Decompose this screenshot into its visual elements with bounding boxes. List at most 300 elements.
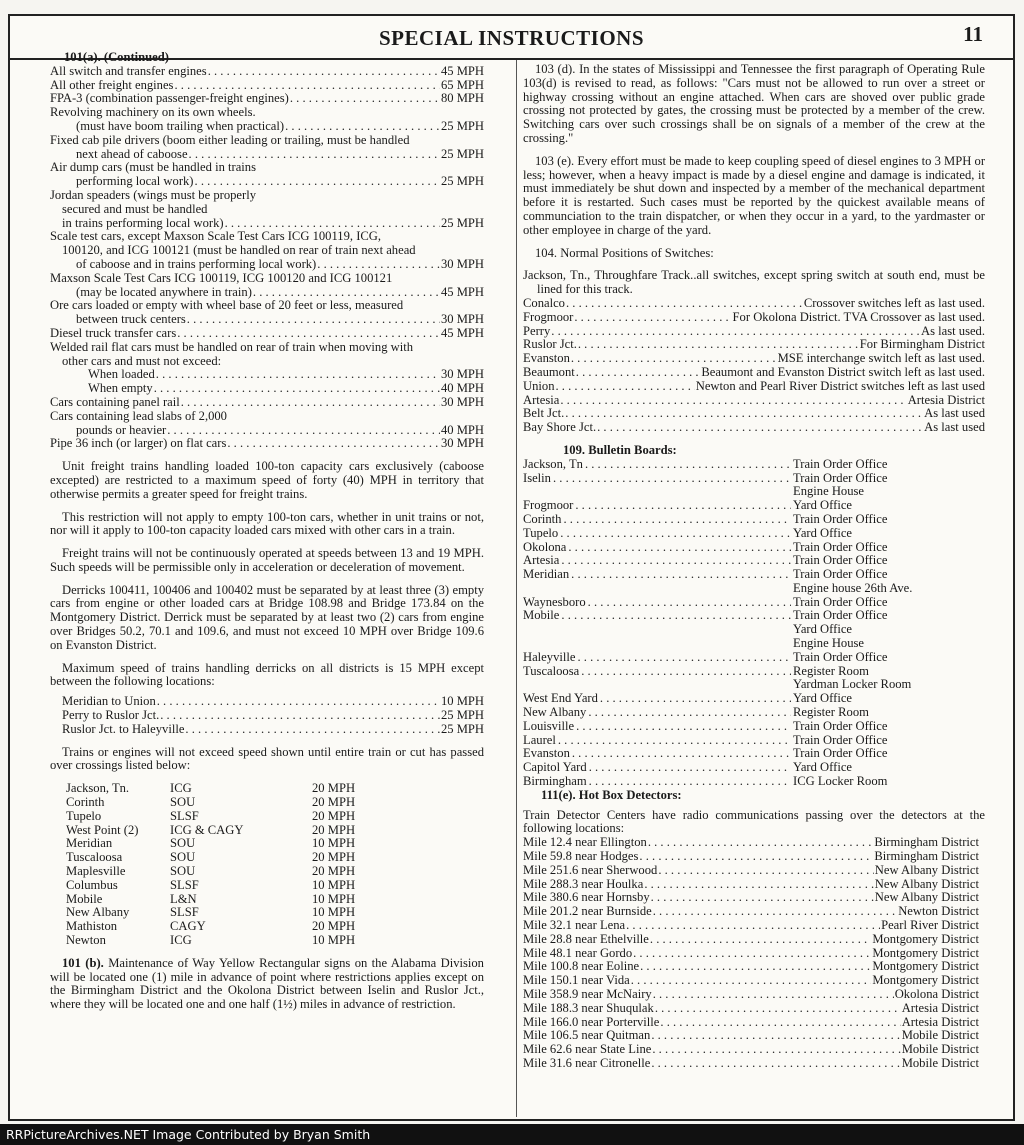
switch-row xyxy=(523,421,985,435)
speed-row-label: Maxson Scale Test Cars ICG 100119, ICG 100120 and ICG 100121 xyxy=(50,271,393,285)
speed-row xyxy=(50,134,484,148)
dot-leader xyxy=(290,92,440,106)
bulletin-location xyxy=(523,651,793,665)
switch-row-value: For Birmingham District xyxy=(859,338,985,352)
bulletin-board-place: Engine House xyxy=(793,484,864,499)
paragraph-103d xyxy=(523,63,985,146)
crossing-row xyxy=(66,782,392,796)
detector-row-value: Okolona District xyxy=(894,988,979,1001)
bulletin-location xyxy=(523,582,793,596)
detector-row-value: Pearl River District xyxy=(881,919,979,933)
dot-leader xyxy=(195,175,440,189)
bulletin-board-place: Train Order Office xyxy=(793,718,888,733)
speed-row-value: 65 MPH xyxy=(440,78,484,92)
dot-leader xyxy=(651,1057,900,1071)
switch-row xyxy=(523,311,985,325)
detector-row-label: Mile 100.8 near Eoline xyxy=(523,960,640,974)
bulletin-location xyxy=(523,499,793,513)
speed-row-value: 80 MPH xyxy=(440,92,484,106)
dot-leader xyxy=(633,947,871,961)
bulletin-location-label: Haleyville xyxy=(523,650,576,664)
dot-leader xyxy=(653,905,897,919)
bulletin-board-place: Train Order Office xyxy=(793,594,888,609)
detector-row-value: Montgomery District xyxy=(872,974,979,988)
detector-row-label: Mile 358.9 near McNairy xyxy=(523,988,652,1001)
speed-row-label: next ahead of caboose xyxy=(76,147,188,161)
page-number: 11 xyxy=(963,22,983,46)
switch-row-label: Union xyxy=(523,379,555,393)
crossing-location: Tuscaloosa xyxy=(66,850,123,865)
speed-row-value: 25 MPH xyxy=(440,147,484,161)
crossing-speed: 20 MPH xyxy=(312,864,356,879)
detector-row xyxy=(523,864,979,878)
speed-row xyxy=(50,161,484,175)
crossing-speed: 20 MPH xyxy=(312,822,356,837)
detector-row xyxy=(523,988,979,1002)
crossing-railroad: SOU xyxy=(170,795,196,810)
speed-row-value: 45 MPH xyxy=(440,326,484,340)
speed-row-label: Welded rail flat cars must be handled on rear of train when moving with xyxy=(50,340,414,354)
rule-111e-title: Hot Box Detectors: xyxy=(578,787,682,802)
bulletin-board-place: Yardman Locker Room xyxy=(793,677,912,692)
detector-row-value: New Albany District xyxy=(874,891,979,905)
detector-row-label: Mile 166.0 near Porterville xyxy=(523,1015,660,1029)
crossing-speed: 20 MPH xyxy=(312,781,356,796)
speed-row xyxy=(50,79,484,93)
dot-leader xyxy=(577,651,791,665)
dot-leader xyxy=(208,65,440,79)
dot-leader xyxy=(181,396,440,410)
derrick-row-value: 25 MPH xyxy=(440,722,484,736)
crossings-table xyxy=(66,782,392,948)
crossing-row xyxy=(66,837,392,851)
switch-row-value: As last used xyxy=(924,421,985,435)
detector-row xyxy=(523,1016,979,1030)
dot-leader xyxy=(167,424,440,438)
rule-104-heading xyxy=(523,247,985,261)
switch-row xyxy=(523,407,985,421)
detector-row xyxy=(523,947,979,961)
paragraph-unit-trains: Unit freight trains handling loaded 100-ton capacity cars exclusively (caboose excepted) are restricted to a maximum speed of forty (40) MPH in territory that otherwise permits a greater speed for freight trains. xyxy=(50,459,484,501)
crossing-row xyxy=(66,796,392,810)
bulletin-board-place: Train Order Office xyxy=(793,649,888,664)
crossing-speed: 20 MPH xyxy=(312,808,356,823)
bulletin-location xyxy=(523,541,793,555)
crossing-row xyxy=(66,934,392,948)
speed-row-value: 40 MPH xyxy=(440,382,484,396)
bulletin-location xyxy=(523,623,793,637)
speed-row-label: Air dump cars (must be handled in trains xyxy=(50,161,257,175)
bulletin-location xyxy=(523,485,793,499)
speed-row xyxy=(50,217,484,231)
bulletin-location xyxy=(523,568,793,582)
bulletin-location-label: West End Yard xyxy=(523,692,598,706)
speed-row-label: Cars containing lead slabs of 2,000 xyxy=(50,409,227,423)
speed-row-value: 30 MPH xyxy=(440,395,484,409)
derrick-speed-list xyxy=(50,695,484,736)
detector-row xyxy=(523,1043,979,1057)
dot-leader xyxy=(600,692,791,706)
speed-row xyxy=(50,424,484,438)
bulletin-location xyxy=(523,665,793,679)
speed-row-label: in trains performing local work) xyxy=(62,216,224,230)
detector-row xyxy=(523,960,979,974)
detector-row-value: New Albany District xyxy=(874,863,979,877)
detector-row-label: Mile 251.6 near Sherwood xyxy=(523,863,658,877)
dot-leader xyxy=(651,1029,900,1043)
dot-leader xyxy=(589,775,791,789)
dot-leader xyxy=(563,513,791,527)
dot-leader xyxy=(551,325,920,339)
bulletin-board-place: Train Order Office xyxy=(793,567,888,582)
dot-leader xyxy=(639,850,873,864)
bulletin-location-label: Louisville xyxy=(523,719,575,733)
bulletin-location-label: Birmingham xyxy=(523,775,587,789)
dot-leader xyxy=(631,974,872,988)
speed-row xyxy=(50,65,484,79)
detector-row-label: Mile 288.3 near Houlka xyxy=(523,877,644,891)
dot-leader xyxy=(653,988,894,1002)
speed-row xyxy=(50,327,484,341)
bulletin-location-label: Okolona xyxy=(523,540,567,554)
detector-row-value: New Albany District xyxy=(874,877,979,891)
speed-row-label: other cars and must not exceed: xyxy=(62,354,222,368)
dot-leader xyxy=(588,706,791,720)
switch-row-value: As last used. xyxy=(920,324,985,338)
dot-leader xyxy=(585,458,791,472)
speed-row xyxy=(50,203,484,217)
switch-row-value: Artesia District xyxy=(907,393,985,407)
speed-row-label: between truck centers xyxy=(76,313,186,327)
rule-109-title: Bulletin Boards: xyxy=(588,442,677,457)
detector-row-label: Mile 150.1 near Vida xyxy=(523,974,630,988)
crossing-railroad: CAGY xyxy=(170,919,206,934)
detector-row-label: Mile 188.3 near Shuqulak xyxy=(523,1001,654,1015)
detector-row xyxy=(523,974,979,988)
detector-row-label: Mile 48.1 near Gordo xyxy=(523,946,633,960)
dot-leader xyxy=(640,960,871,974)
detector-row xyxy=(523,1057,979,1071)
speed-row-value: 25 MPH xyxy=(440,119,484,133)
detector-row-label: Mile 201.2 near Burnside xyxy=(523,905,652,919)
dot-leader xyxy=(652,1043,900,1057)
dot-leader xyxy=(572,747,791,761)
speed-row-label: Diesel truck transfer cars xyxy=(50,326,177,340)
crossing-location: Jackson, Tn. xyxy=(66,781,130,796)
dot-leader xyxy=(160,709,440,723)
dot-leader xyxy=(553,472,791,486)
crossing-railroad: SLSF xyxy=(170,877,199,892)
bulletin-location xyxy=(523,747,793,761)
derrick-row-label: Meridian to Union xyxy=(62,695,156,709)
speed-row-label: Fixed cab pile drivers (boom either leading or trailing, must be handled xyxy=(50,133,410,147)
bulletin-board-place: Train Order Office xyxy=(793,608,888,623)
rule-111e-label: 111(e). xyxy=(541,787,576,802)
detector-row xyxy=(523,1029,979,1043)
crossing-location: Corinth xyxy=(66,795,105,810)
dot-leader xyxy=(575,499,791,513)
bulletin-location-label: Iselin xyxy=(523,471,551,485)
bulletin-location xyxy=(523,527,793,541)
detector-row-value: Artesia District xyxy=(901,1001,979,1015)
speed-row-label: When loaded xyxy=(88,368,155,382)
crossing-speed: 10 MPH xyxy=(312,877,356,892)
switch-row-label: Artesia xyxy=(523,393,560,407)
crossing-speed: 10 MPH xyxy=(312,905,356,920)
bulletin-boards-list xyxy=(523,458,985,789)
section-101a-heading: 101(a). (Continued) xyxy=(64,50,169,64)
speed-row-value: 30 MPH xyxy=(440,257,484,271)
speed-row xyxy=(50,286,484,300)
bulletin-location xyxy=(523,596,793,610)
detector-row-value: Artesia District xyxy=(901,1015,979,1029)
speed-row-label: (must have boom trailing when practical) xyxy=(76,119,285,133)
dot-leader xyxy=(253,286,440,300)
bulletin-location-label: Tupelo xyxy=(523,526,559,540)
bulletin-location-label: Evanston xyxy=(523,747,570,761)
bulletin-board-place: Register Room xyxy=(793,705,869,720)
dot-leader xyxy=(574,311,731,325)
switch-row-label: Ruslor Jct. xyxy=(523,338,577,352)
detector-row xyxy=(523,919,979,933)
dot-leader xyxy=(581,665,791,679)
detector-row-label: Mile 380.6 near Hornsby xyxy=(523,891,650,905)
speed-row-label: Jordan speaders (wings must be properly xyxy=(50,188,257,202)
paragraph-103e xyxy=(523,155,985,238)
dot-leader xyxy=(187,313,440,327)
switch-row-label: Bay Shore Jct. xyxy=(523,421,597,435)
crossing-location: Columbus xyxy=(66,877,118,892)
dot-leader xyxy=(555,380,694,394)
detector-row-value: Birmingham District xyxy=(874,850,979,864)
rule-101b-text: Maintenance of Way Yellow Rectangular signs on the Alabama Division will be located one (1) mile in advance of point where restrictions applies except on the Birmingham District and the Okolona District between Iselin and Ruslor Jct., where they will be located one and one half (1½) miles in advance of restriction. xyxy=(50,955,484,1012)
switch-row xyxy=(523,366,985,380)
bulletin-board-place: Yard Office xyxy=(793,691,852,706)
speed-row-label: All other freight engines xyxy=(50,78,174,92)
paragraph-101b xyxy=(50,957,484,1012)
bulletin-location xyxy=(523,678,793,692)
bulletin-board-place: Train Order Office xyxy=(793,746,888,761)
switch-row xyxy=(523,380,985,394)
crossing-railroad: ICG & CAGY xyxy=(170,822,244,837)
dot-leader xyxy=(157,695,440,709)
switch-row-label: Perry xyxy=(523,324,551,338)
speed-row-value: 30 MPH xyxy=(440,368,484,382)
dot-leader xyxy=(177,327,440,341)
bulletin-location-label: Corinth xyxy=(523,512,562,526)
dot-leader xyxy=(225,217,440,231)
bulletin-board-place: Train Order Office xyxy=(793,511,888,526)
bulletin-location-label: Tuscaloosa xyxy=(523,664,580,678)
speed-row xyxy=(50,355,484,369)
bulletin-board-place: Train Order Office xyxy=(793,553,888,568)
dot-leader xyxy=(174,79,439,93)
dot-leader xyxy=(560,527,791,541)
speed-row-label: of caboose and in trains performing local work) xyxy=(76,257,317,271)
crossing-row xyxy=(66,920,392,934)
bulletin-location-label: Meridian xyxy=(523,568,570,582)
switch-row-value: Crossover switches left as last used. xyxy=(803,296,985,310)
dot-leader xyxy=(576,366,701,380)
crossing-row xyxy=(66,879,392,893)
speed-row-value: 25 MPH xyxy=(440,175,484,189)
crossing-row xyxy=(66,906,392,920)
speed-row-label: (may be located anywhere in train) xyxy=(76,285,252,299)
paragraph-crossings: Trains or engines will not exceed speed shown until entire train or cut has passed over crossings listed below: xyxy=(50,744,484,773)
crossing-speed: 10 MPH xyxy=(312,933,356,948)
switch-row xyxy=(523,297,985,311)
rule-103e-text: Every effort must be made to keep coupling speed of diesel engines to 3 MPH or less; however, when a heavy impact is made by a diesel engine and damage is indicated, it must immediately be shut down and inspected by a member of the mechanical department before it is restarted. Such cases must be reported by the quickest available means of communciation to the train dispatcher, or when they occur in a yard, to the yardmaster or other employee in charge of the yard. xyxy=(523,153,986,237)
crossing-railroad: SLSF xyxy=(170,808,199,823)
detector-row-label: Mile 62.6 near State Line xyxy=(523,1043,652,1057)
bulletin-location xyxy=(523,458,793,472)
crossing-speed: 10 MPH xyxy=(312,891,356,906)
switch-positions-list xyxy=(523,297,985,435)
crossing-speed: 20 MPH xyxy=(312,919,356,934)
rule-109-label: 109. xyxy=(563,442,586,457)
speed-row xyxy=(50,299,484,313)
bulletin-location xyxy=(523,775,793,789)
bulletin-location-label: Waynesboro xyxy=(523,595,586,609)
dot-leader xyxy=(571,568,791,582)
speed-row-label: 100120, and ICG 100121 (must be handled on rear of train next ahead xyxy=(62,244,416,258)
detector-row-label: Mile 59.8 near Hodges xyxy=(523,850,639,864)
detector-row xyxy=(523,905,979,919)
bulletin-board-place: Yard Office xyxy=(793,760,852,775)
dot-leader xyxy=(576,720,791,734)
switch-row xyxy=(523,325,985,339)
right-column xyxy=(523,63,985,1071)
dot-leader xyxy=(561,609,791,623)
bulletin-location xyxy=(523,706,793,720)
detector-row-value: Newton District xyxy=(898,905,979,919)
paragraph-empty-cars: This restriction will not apply to empty 100-ton cars, whether in unit trains or not, nor will it apply to 100-ton capacity loaded cars mixed with other cars in a train. xyxy=(50,509,484,538)
detector-row-label: Mile 12.4 near Ellington xyxy=(523,836,647,850)
crossing-railroad: ICG xyxy=(170,781,192,796)
switch-row xyxy=(523,352,985,366)
bulletin-location xyxy=(523,513,793,527)
dot-leader xyxy=(658,864,873,878)
detector-row xyxy=(523,933,979,947)
speed-row xyxy=(50,244,484,258)
detector-row-label: Mile 31.6 near Citronelle xyxy=(523,1056,651,1070)
speed-row xyxy=(50,410,484,424)
speed-row xyxy=(50,120,484,134)
rule-103d-text: In the states of Mississippi and Tennessee the first paragraph of Operating Rule 103(d) is revised to read, as follows: "Cars must not be allowed to run over a street or highway crossing without an engine attached. When cars are shoved over public grade crossing not protected by gates, the crossing must be protected by a member of the crew. Switching cars over such crossings shall be on signals of a member of the crew at the crossing." xyxy=(523,62,985,145)
switch-row-value: For Okolona District. TVA Crossover as last used. xyxy=(732,310,985,324)
crossing-row xyxy=(66,865,392,879)
bulletin-location xyxy=(523,761,793,775)
speed-row-value: 30 MPH xyxy=(440,437,484,451)
bulletin-location-label: New Albany xyxy=(523,706,587,720)
crossing-location: Meridian xyxy=(66,836,113,851)
speed-row-label: All switch and transfer engines xyxy=(50,64,207,78)
detector-row xyxy=(523,891,979,905)
bulletin-board-place: Train Order Office xyxy=(793,470,888,485)
rule-109-heading xyxy=(523,444,985,458)
speed-row xyxy=(50,189,484,203)
derrick-row xyxy=(62,723,484,737)
bulletin-location xyxy=(523,637,793,651)
crossing-railroad: SLSF xyxy=(170,905,199,920)
switch-row-value: As last used xyxy=(924,407,985,421)
dot-leader xyxy=(648,836,874,850)
derrick-row xyxy=(62,709,484,723)
speed-row-label: performing local work) xyxy=(76,175,194,189)
detector-row-value: Montgomery District xyxy=(872,932,979,946)
derrick-row-value: 25 MPH xyxy=(440,709,484,723)
switch-row xyxy=(523,338,985,352)
dot-leader xyxy=(566,297,803,311)
detector-row-value: Mobile District xyxy=(901,1043,979,1057)
rule-104-intro: Jackson, Tn., Throughfare Track..all switches, except spring switch at south end, must be lined for this track. xyxy=(523,268,985,297)
speed-row xyxy=(50,92,484,106)
dot-leader xyxy=(185,723,440,737)
detector-row-value: Birmingham District xyxy=(874,836,979,850)
bulletin-location-label: Frogmoor xyxy=(523,499,574,513)
dot-leader xyxy=(626,919,880,933)
detector-row-value: Mobile District xyxy=(901,1056,979,1070)
switch-row-label: Evanston xyxy=(523,352,570,366)
bulletin-board-place: Yard Office xyxy=(793,525,852,540)
paragraph-derricks: Derricks 100411, 100406 and 100402 must be separated by at least three (3) empty cars from engine or other loaded cars at Bridge 108.98 and Bridge 173.84 on the Montgomery District. Derrick must be separated by at least two (2) cars from engine over Bridges 50.2, 70.1 and 109.6, and must not exceed 10 MPH over Bridge 109.6 on Evanston District. xyxy=(50,582,484,652)
dot-leader xyxy=(558,734,791,748)
speed-row-value: 40 MPH xyxy=(440,423,484,437)
crossing-location: Newton xyxy=(66,933,106,948)
dot-leader xyxy=(651,891,874,905)
speed-row-label: secured and must be handled xyxy=(62,202,208,216)
crossing-railroad: SOU xyxy=(170,836,196,851)
detector-row-label: Mile 28.8 near Ethelville xyxy=(523,932,649,946)
crossing-speed: 20 MPH xyxy=(312,850,356,865)
crossing-location: West Point (2) xyxy=(66,822,139,837)
dot-leader xyxy=(227,437,440,451)
bulletin-board-place: ICG Locker Room xyxy=(793,774,888,789)
speed-row-value: 45 MPH xyxy=(440,64,484,78)
bulletin-board-place: Yard Office xyxy=(793,622,852,637)
switch-row xyxy=(523,394,985,408)
crossing-speed: 10 MPH xyxy=(312,836,356,851)
detector-row xyxy=(523,836,979,850)
dot-leader xyxy=(154,382,440,396)
switch-row-label: Belt Jct. xyxy=(523,407,565,421)
crossing-row xyxy=(66,893,392,907)
dot-leader xyxy=(565,407,923,421)
dot-leader xyxy=(571,352,777,366)
crossing-location: Tupelo xyxy=(66,808,102,823)
detector-row xyxy=(523,1002,979,1016)
speed-row-label: Ore cars loaded or empty with wheel base of 20 feet or less, measured xyxy=(50,299,404,313)
speed-row xyxy=(50,382,484,396)
rule-103e-label: 103 (e). xyxy=(535,153,575,168)
speed-row-label: When empty xyxy=(88,382,153,396)
paragraph-derrick-speed: Maximum speed of trains handling derricks on all districts is 15 MPH except between the following locations: xyxy=(50,660,484,689)
bulletin-location-label: Capitol Yard xyxy=(523,761,587,775)
rule-111e-heading xyxy=(523,789,985,803)
dot-leader xyxy=(660,1016,900,1030)
bulletin-board-place: Engine House xyxy=(793,636,864,651)
bulletin-board-place: Train Order Office xyxy=(793,732,888,747)
detector-row-label: Mile 106.5 near Quitman xyxy=(523,1029,651,1043)
bulletin-board-place: Register Room xyxy=(793,663,869,678)
speed-row xyxy=(50,258,484,272)
speed-row-label: Revolving machinery on its own wheels. xyxy=(50,106,256,120)
bulletin-location-label: Laurel xyxy=(523,733,556,747)
detector-row-value: Montgomery District xyxy=(872,960,979,974)
page-title: SPECIAL INSTRUCTIONS xyxy=(379,26,644,50)
speed-row-value: 45 MPH xyxy=(440,285,484,299)
switch-row-label: Conalco xyxy=(523,296,565,310)
